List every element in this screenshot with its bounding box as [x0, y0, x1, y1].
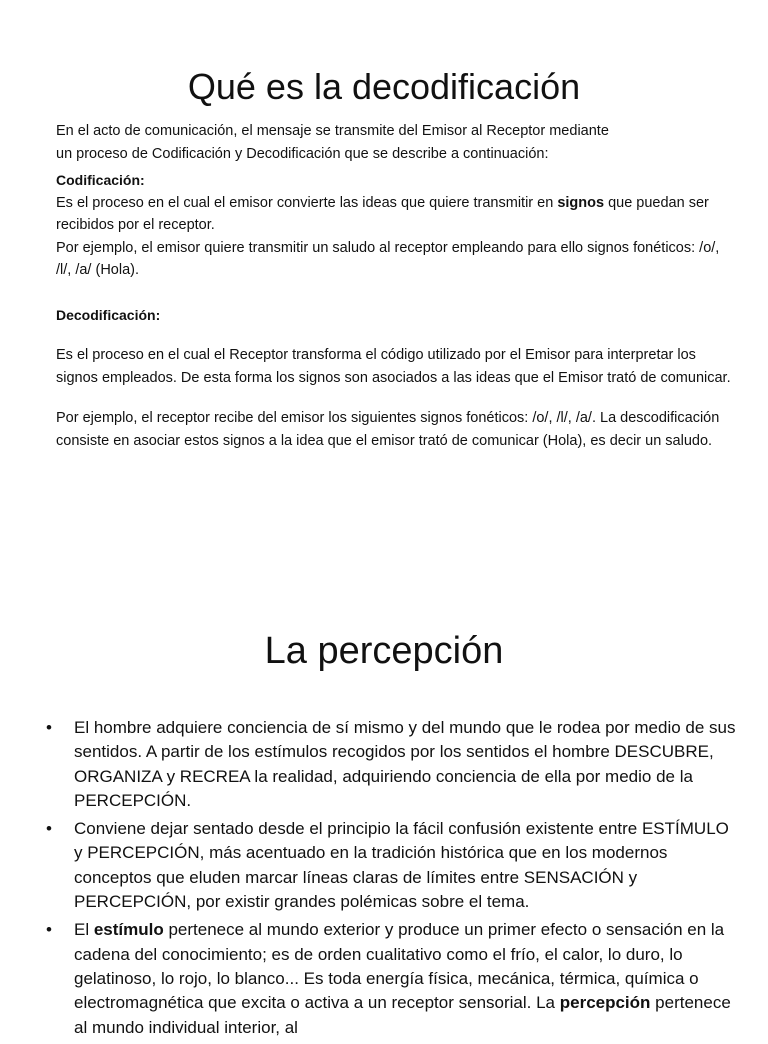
percepcion-bold: percepción [559, 993, 651, 1013]
codificacion-paragraph-1 [56, 192, 736, 237]
slide-body-decodificacion [56, 120, 736, 452]
codificacion-heading: Codificación: [56, 172, 145, 188]
slide-percepcion [0, 600, 768, 1037]
codificacion-paragraph-2: Por ejemplo, el emisor quiere transmitir un saludo al receptor empleando para ello signos fonéticos: /o/, /l/, /a/ (Hola). [56, 239, 720, 278]
estimulo-bold: estímulo [93, 920, 164, 940]
decodificacion-paragraph-2: Por ejemplo, el receptor recibe del emisor los siguientes signos fonéticos: /o/, /l/, /a/. La descodificación consiste en asociar estos signos a la idea que el emisor trató de comunicar (Hola), es decir un saludo. [56, 410, 720, 449]
slide-title-percepcion: La percepción [264, 630, 504, 672]
bullet-text: Conviene dejar sentado desde el principio la fácil confusión existente entre ESTÍMULO y PERCEPCIÓN, más acentuado en la tradición histórica que en los modernos conceptos que eluden marcar líneas claras de límites entre SENSACIÓN y PERCEPCIÓN, por existir grandes polémicas sobre el tema. [74, 819, 729, 912]
signos-bold: signos [557, 194, 605, 211]
decodificacion-paragraph-1: Es el proceso en el cual el Receptor transforma el código utilizado por el Emisor para interpretar los signos empleados. De esta forma los signos son asociados a las ideas que el Emisor trató de comunicar. [56, 347, 731, 386]
list-item [46, 918, 736, 1039]
bullet-list [46, 716, 736, 1044]
list-item [46, 817, 736, 914]
codificacion-text-b: que puedan ser recibidos por el receptor. [56, 194, 709, 233]
list-item [46, 716, 736, 813]
decodificacion-heading: Decodificación: [56, 306, 161, 323]
bullet-text [74, 920, 731, 1036]
intro-line-1: En el acto de comunicación, el mensaje se transmite del Emisor al Receptor mediante [56, 123, 609, 139]
bullet-icon: • [46, 819, 52, 839]
intro-line-2: un proceso de Codificación y Decodificación que se describe a continuación: [56, 145, 549, 162]
bullet-text: El hombre adquiere conciencia de sí mismo y del mundo que le rodea por medio de sus sentidos. A partir de los estímulos recogidos por los sentidos el hombre DESCUBRE, ORGANIZA y RECREA la realidad, adquiriendo conciencia de ella por medio de la PERCEPCIÓN. [74, 718, 736, 810]
bullet-text-c: pertenece al mundo individual interior, al [74, 993, 731, 1037]
bullet-icon: • [46, 718, 52, 737]
codificacion-text-a: Es el proceso en el cual el emisor convierte las ideas que quiere transmitir en [56, 194, 558, 211]
bullet-icon: • [46, 920, 52, 940]
slide-title-decodificacion: Qué es la decodificación [187, 66, 581, 107]
bullet-text-b: pertenece al mundo exterior y produce un primer efecto o sensación en la cadena del conocimiento; es de orden cualitativo como el frío, el calor, lo duro, lo gelatinoso, lo rojo, lo blanco... Es toda energía física, mecánica, térmica, química o electromagnética que excita o activa a un receptor sensorial. La [74, 920, 725, 1013]
bullet-text-a: El [74, 920, 94, 940]
